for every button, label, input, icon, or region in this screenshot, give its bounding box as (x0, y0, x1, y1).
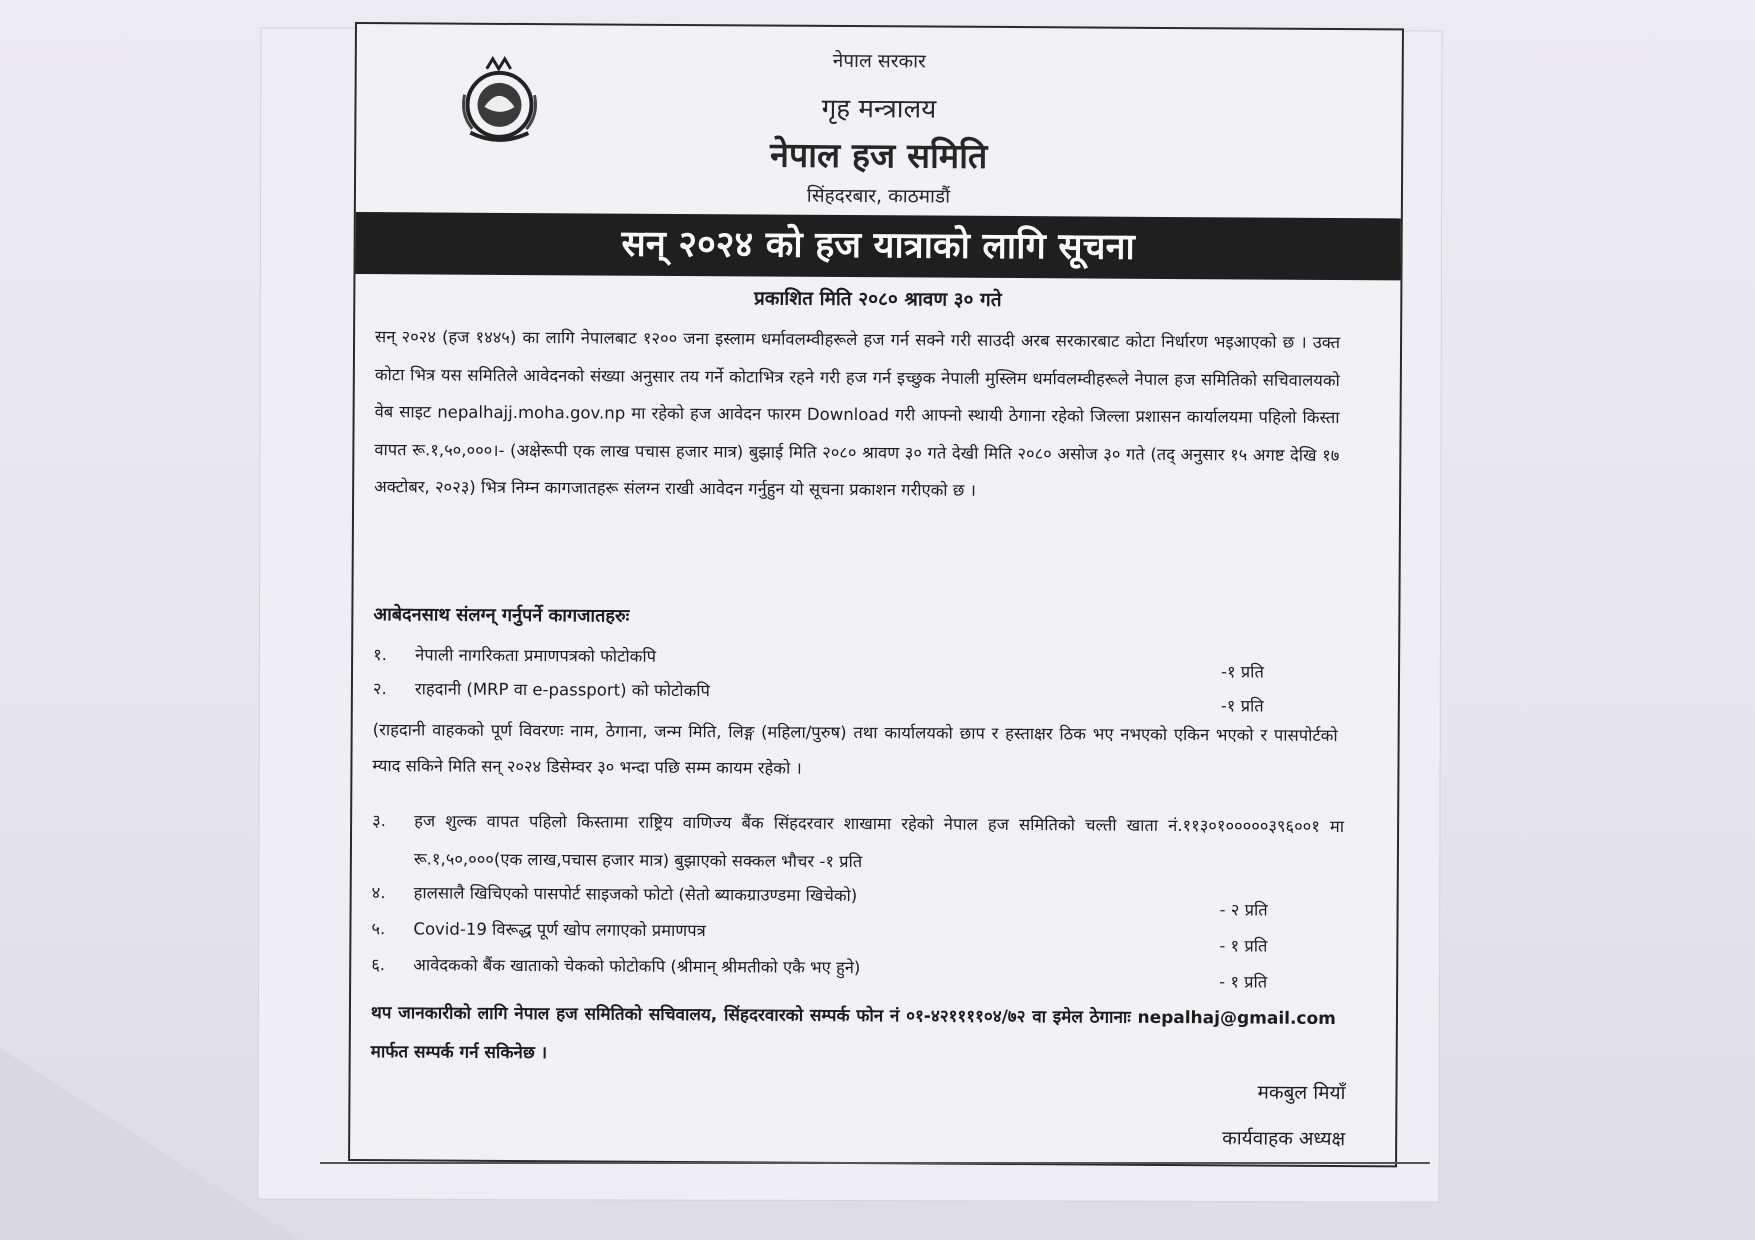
document-item-4 (372, 880, 1362, 922)
document-number: ४. (371, 883, 386, 903)
document-quantity: - १ प्रति (1219, 936, 1268, 956)
address-line: सिंहदरबार, काठमाडौं (806, 184, 951, 208)
document-text: आवेदकको बैंक खाताको चेकको फोटोकपि (श्रीमान् श्रीमतीको एकै भए हुने) (413, 955, 861, 978)
notice-body-paragraph: सन् २०२४ (हज १४४५) का लागि नेपालबाट १२०० जना इस्लाम धर्मावलम्वीहरूले हज गर्न सक्ने गरी साउदी अरब सरकारबाट कोटा निर्धारण भइआएको छ । उक्त कोटा भित्र यस समितिले आवेदनको संख्या अनुसार तय गर्ने कोटाभित्र रहने गरी हज गर्न इच्छुक नेपाली मुस्लिम धर्मावलम्वीहरूले नेपाल हज समितिको सचिवालयको वेब साइट nepalhajj.moha.gov.np मा रहेको हज आवेदन फारम Download गरी आफ्नो स्थायी ठेगाना रहेको जिल्ला प्रशासन कार्यालयमा पहिलो किस्ता वापत रू.१,५०,०००।- (अक्षेरूपी एक लाख पचास हजार मात्र) बुझाई मिति २०८० श्रावण ३० गते देखी मिति २०८० असोज ३० गते (तद् अनुसार १५ अगष्ट देखि १७ अक्टोबर, २०२३) भित्र निम्न कागजातहरू संलग्न राखी आवेदन गर्नुहुन यो सूचना प्रकाशन गरीएको छ । (374, 327, 1341, 500)
documents-heading: आबेदनसाथ संलग्न् गर्नुपर्ने कागजातहरुः (373, 604, 630, 627)
published-date: प्रकाशित मिति २०८० श्रावण ३० गते (753, 287, 1002, 311)
document-item-6 (371, 952, 1361, 994)
document-number: ५. (371, 919, 386, 939)
signatory-name: मकबुल मियाँ (1257, 1081, 1346, 1105)
document-item-3 (372, 802, 1347, 872)
document-text: हज शुल्क वापत पहिलो किस्तामा राष्ट्रिय वाणिज्य बैंक सिंहदरवार शाखामा रहेको नेपाल हज समितिको चल्ती खाता नं.११३०१०००००३९६००१ मा रू.१,५०,०००(एक लाख,पचास हजार मात्र) बुझाएको सक्कल भौचर -१ प्रति (413, 811, 1345, 872)
document-number: ६. (371, 955, 386, 975)
notice-title: सन् २०२४ को हज यात्राको लागि सूचना (355, 212, 1400, 280)
document-text: हालसालै खिचिएको पासपोर्ट साइजको फोटो (सेतो ब्याकग्राउण्डमा खिचेको) (413, 883, 858, 906)
document-number: ३. (372, 811, 387, 831)
document-text: राहदानी (MRP वा e-passport) को फोटोकपि (414, 679, 710, 701)
document-number: १. (373, 645, 388, 665)
passport-note: (राहदानी वाहकको पूर्ण विवरणः नाम, ठेगाना, जन्म मिति, लिङ्ग (महिला/पुरुष) तथा कार्यालयको छाप र हस्ताक्षर ठिक भए नभएको एकिन भएको र पासपोर्टको म्याद सकिने मिति सन् २०२४ डिसेम्वर ३० भन्दा पछि सम्म कायम रहेको । (372, 720, 1338, 778)
committee-heading: नेपाल हज समिति (769, 135, 988, 177)
ministry-heading: गृह मन्त्रालय (821, 93, 937, 125)
notice-box (348, 22, 1404, 1167)
signatory-title: कार्यवाहक अध्यक्ष (1222, 1127, 1346, 1151)
document-number: २. (372, 679, 387, 699)
signature-block (1222, 1069, 1346, 1162)
document-quantity: -१ प्रति (1220, 696, 1264, 716)
contact-paragraph: थप जानकारीको लागि नेपाल हज समितिको सचिवालय, सिंहदरवारको सम्पर्क फोन नं ०१-४२११११०४/७२ वा इमेल ठेगानाः nepalhaj@gmail.com मार्फत सम्पर्क गर्न सकिनेछ । (370, 1003, 1336, 1064)
document-item-2 (373, 676, 1363, 718)
document-text: Covid-19 विरूद्ध पूर्ण खोप लगाएको प्रमाणपत्र (413, 919, 706, 941)
bottom-rule (320, 1162, 1430, 1164)
document-quantity: - २ प्रति (1219, 900, 1268, 920)
document-item-5 (371, 916, 1361, 958)
government-heading: नेपाल सरकार (832, 49, 926, 73)
document-text: नेपाली नागरिकता प्रमाणपत्रको फोटोकपि (415, 645, 657, 666)
document-quantity: - १ प्रति (1219, 972, 1268, 992)
document-quantity: -१ प्रति (1220, 662, 1264, 682)
